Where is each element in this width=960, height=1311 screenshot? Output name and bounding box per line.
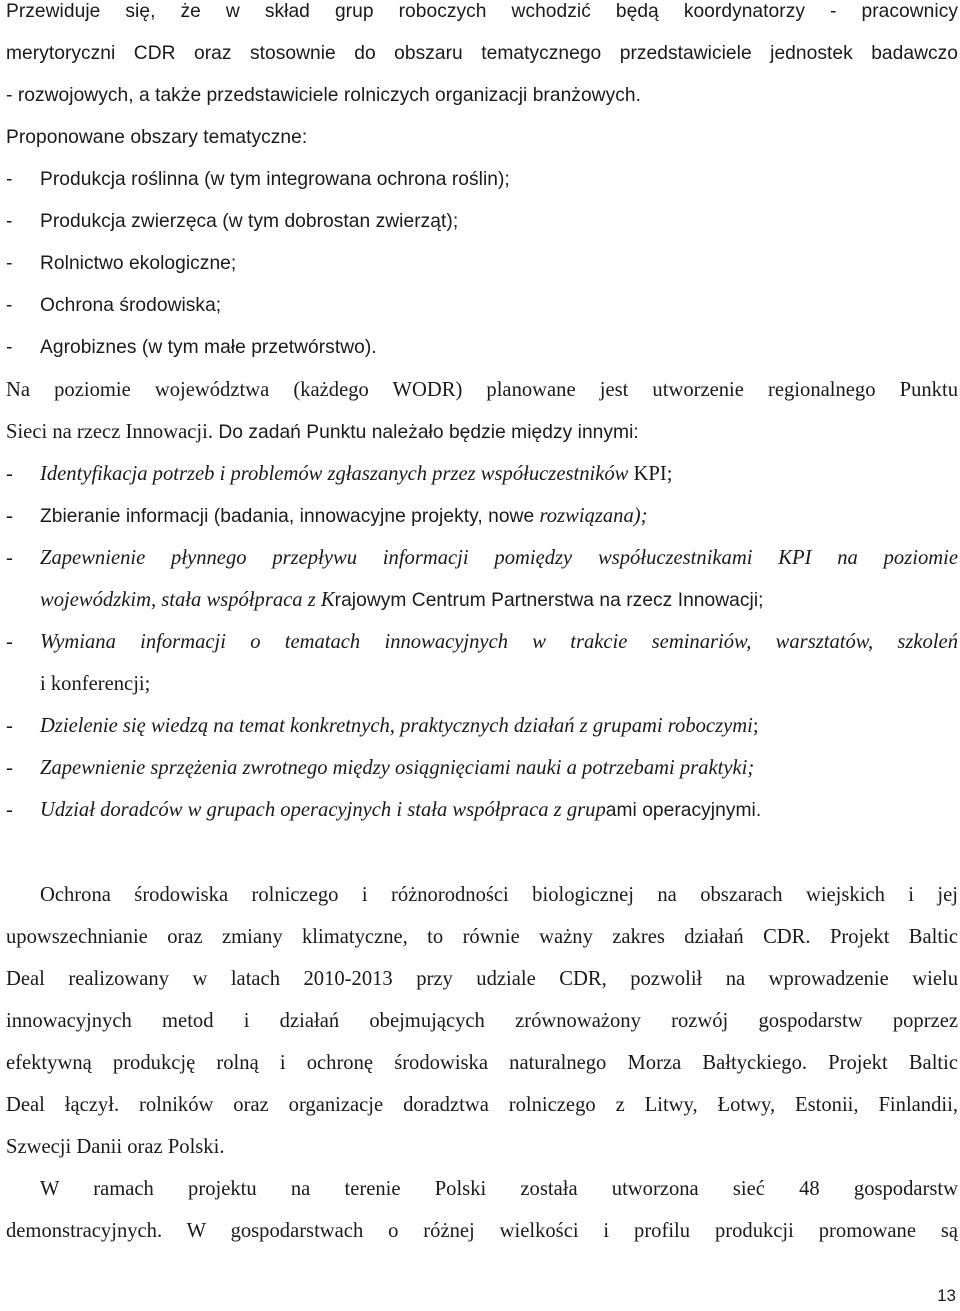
list-item: [6, 327, 958, 369]
wodr-paragraph: [6, 369, 958, 453]
list-item-text: rajowym Centrum Partnerstwa na rzecz Innowacji;: [334, 590, 764, 611]
demo-farms-paragraph: [6, 1168, 958, 1252]
list-item-text: Rolnictwo ekologiczne;: [40, 253, 237, 274]
text-line: Deal realizowany w latach 2010-2013 przy udziale CDR, pozwolił na wprowadzenie wielu: [6, 968, 958, 990]
text-fragment: Do zadań Punktu należało będzie między innymi:: [212, 422, 639, 443]
list-item-text: Produkcja zwierzęca (w tym dobrostan zwierząt);: [40, 211, 459, 232]
list-item: [6, 159, 958, 201]
paragraph-gap: [6, 831, 958, 874]
environment-paragraph: [6, 874, 958, 1168]
list-dash: -: [6, 169, 13, 190]
text-line: Ochrona środowiska rolniczego i różnorodności biologicznej na obszarach wiejskich i jej: [40, 884, 958, 906]
list-item: [6, 537, 958, 579]
text-line: Szwecji Danii oraz Polski.: [6, 1136, 225, 1158]
list-item-text: Zbieranie informacji (badania, innowacyjne projekty, nowe: [40, 506, 540, 527]
list-item-text: rozwiązana);: [539, 505, 648, 527]
list-item: [6, 453, 958, 495]
text-line: - rozwojowych, a także przedstawiciele rolniczych organizacji branżowych.: [6, 85, 641, 106]
list-item-text: Produkcja roślinna (w tym integrowana ochrona roślin);: [40, 169, 510, 190]
list-dash: -: [6, 253, 13, 274]
list-item: [6, 789, 958, 831]
list-dash: -: [6, 757, 13, 779]
text-line: W ramach projektu na terenie Polski została utworzona sieć 48 gospodarstw: [40, 1178, 958, 1200]
list-item-text: Wymiana informacji o tematach innowacyjnych w trakcie seminariów, warsztatów, szkoleń: [40, 631, 958, 653]
list-item-text: Agrobiznes (w tym małe przetwórstwo).: [40, 337, 377, 358]
areas-heading: Proponowane obszary tematyczne:: [6, 127, 308, 148]
list-dash: -: [6, 715, 13, 737]
list-item: [6, 243, 958, 285]
tasks-list: [6, 453, 958, 831]
text-line: Na poziomie województwa (każdego WODR) planowane jest utworzenie regionalnego Punktu: [6, 379, 958, 401]
list-item-text: ami operacyjnymi.: [605, 800, 762, 821]
list-item-text: Zapewnienie płynnego przepływu informacji pomiędzy współuczestnikami KPI na poziomie: [40, 547, 958, 569]
text-line: innowacyjnych metod i działań obejmujących zrównoważony rozwój gospodarstw poprzez: [6, 1010, 958, 1032]
list-item: [6, 747, 958, 789]
list-item-text: Identyfikacja potrzeb i problemów zgłaszanych przez współuczestników: [40, 463, 629, 485]
list-item-text: wojewódzkim, stała współpraca z K: [40, 589, 335, 611]
list-item: [6, 201, 958, 243]
text-line: demonstracyjnych. W gospodarstwach o różnej wielkości i profilu produkcji promowane są: [6, 1220, 958, 1242]
text-fragment: Sieci na rzecz Innowacji.: [6, 421, 213, 443]
list-item: [6, 621, 958, 663]
list-item-text: Udział doradców w grupach operacyjnych i stała współpraca z grup: [40, 799, 606, 821]
list-dash: -: [6, 337, 13, 358]
text-line: [6, 411, 958, 453]
list-dash: -: [6, 505, 13, 527]
list-dash: -: [6, 547, 13, 569]
text-line: merytoryczni CDR oraz stosownie do obszaru tematycznego przedstawiciele jednostek badawczo: [6, 43, 958, 64]
list-dash: -: [6, 631, 13, 653]
list-item-text: Zapewnienie sprzężenia zwrotnego między osiągnięciami nauki a potrzebami praktyki;: [40, 757, 755, 779]
text-line: Deal łączył. rolników oraz organizacje doradztwa rolniczego z Litwy, Łotwy, Estonii, Finlandii,: [6, 1094, 958, 1116]
list-dash: -: [6, 295, 13, 316]
list-item: [6, 285, 958, 327]
list-item: [6, 705, 958, 747]
text-line: efektywną produkcję rolną i ochronę środowiska naturalnego Morza Bałtyckiego. Projekt Baltic: [6, 1052, 958, 1074]
intro-paragraph: [6, 0, 958, 159]
list-item-text: ;: [752, 715, 759, 737]
list-item-continuation: i konferencji;: [40, 673, 151, 695]
thematic-areas-list: [6, 159, 958, 369]
list-item-continuation: [6, 579, 958, 621]
page-number: 13: [937, 1286, 956, 1305]
document-page: [6, 0, 958, 1252]
text-line: upowszechnianie oraz zmiany klimatyczne, to równie ważny zakres działań CDR. Projekt Baltic: [6, 926, 958, 948]
list-item-text: KPI;: [628, 463, 673, 485]
list-dash: -: [6, 211, 13, 232]
list-dash: -: [6, 463, 13, 485]
list-dash: -: [6, 799, 13, 821]
list-item-text: Dzielenie się wiedzą na temat konkretnych, praktycznych działań z grupami roboczymi: [40, 715, 753, 737]
list-item: [6, 495, 958, 537]
list-item-text: Ochrona środowiska;: [40, 295, 222, 316]
text-line: Przewiduje się, że w skład grup roboczych wchodzić będą koordynatorzy - pracownicy: [6, 1, 958, 22]
